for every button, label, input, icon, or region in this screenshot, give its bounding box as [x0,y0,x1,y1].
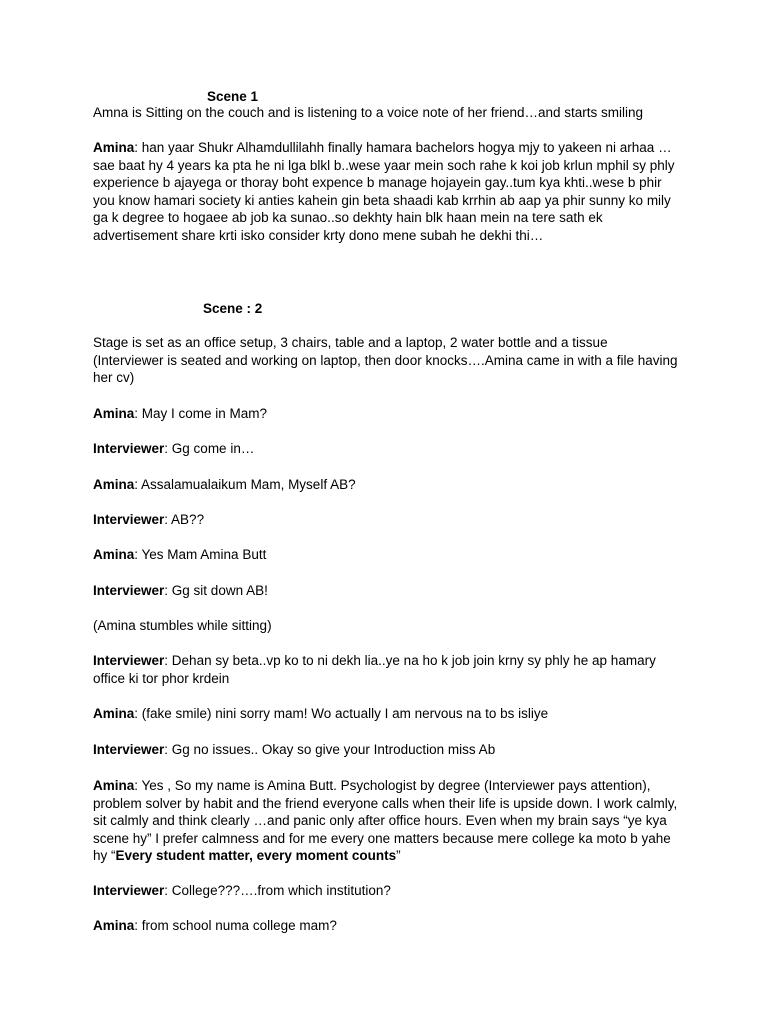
speaker-name: Interviewer [93,441,165,456]
dialogue-text: : (fake smile) nini sorry mam! Wo actually I am nervous na to bs isliye [134,706,549,721]
dialogue-text: : College???….from which institution? [164,883,391,898]
dialogue-paragraph [93,705,678,723]
speaker-name: Amina [93,406,135,421]
dialogue-text: : han yaar Shukr Alhamdullilahh finally hamara bachelors hogya mjy to yakeen ni arhaa …sae baat hy 4 years ka pta he ni lga blkl b..wese yaar mein soch rahe k koi job krlun mphil sy phly experience b ajayega or thoray boht expence b manage hojayein gay..tum kya khti..wese b phir you know hamari society ki anties kahein gin beta shaadi kab krrhin ab aap ya phir sunny ko mily ga k degree to hogaee ab job ka sunao..so dekhty hain blk haan mein na tere sath ek advertisement share krti isko consider krty dono mene subah he dekhi thi… [93,140,675,243]
dialogue-text: : Gg sit down AB! [164,583,268,598]
dialogue-paragraph [93,440,678,458]
speaker-name: Amina [93,706,135,721]
dialogue-text: : Assalamualaikum Mam, Myself AB? [134,477,356,492]
dialogue-paragraph [93,777,678,865]
dialogue-paragraph [93,741,678,759]
dialogue-paragraph [93,511,678,529]
dialogue-paragraph [93,652,678,687]
dialogue-paragraph [93,139,678,245]
dialogue-paragraph [93,476,678,494]
scene-1-heading: Scene 1 [207,89,259,104]
speaker-name: Interviewer [93,742,165,757]
dialogue-text: : Gg come in… [164,441,255,456]
dialogue-paragraph [93,917,678,935]
dialogue-paragraph [93,405,678,423]
speaker-name: Amina [93,140,135,155]
dialogue-text: : from school numa college mam? [134,918,337,933]
speaker-name: Interviewer [93,653,165,668]
dialogue-text: : Yes Mam Amina Butt [134,547,267,562]
dialogue-paragraph [93,882,678,900]
scene-2-description: Stage is set as an office setup, 3 chairs, table and a laptop, 2 water bottle and a tissue (Interviewer is seated and working on laptop, then door knocks….Amina came in with a file having her cv) [93,335,678,386]
speaker-name: Interviewer [93,883,165,898]
speaker-name: Amina [93,547,135,562]
speaker-name: Amina [93,778,135,793]
speaker-name: Interviewer [93,512,165,527]
dialogue-text: : Dehan sy beta..vp ko to ni dekh lia..ye na ho k job join krny sy phly he ap hamary office ki tor phor krdein [93,653,656,686]
speaker-name: Amina [93,477,135,492]
closing-quote: ” [396,848,401,864]
stage-direction-text: (Amina stumbles while sitting) [93,618,272,633]
dialogue-paragraph [93,582,678,600]
scene-1-description: Amna is Sitting on the couch and is listening to a voice note of her friend…and starts smiling [93,105,644,120]
college-motto: Every student matter, every moment counts [115,848,397,864]
stage-direction [93,617,678,635]
dialogue-text: : May I come in Mam? [134,406,268,421]
dialogue-text: : AB?? [164,512,205,527]
dialogue-text: : Yes , So my name is Amina Butt. Psychologist by degree (Interviewer pays attention), problem solver by habit and the friend everyone calls when their life is upside down. I work calmly, sit calmly and think clearly …and panic only after office hours. Even when my brain says “ye kya scene hy” I prefer calmness and for me every one matters because mere college ka moto b yahe hy “ [93,778,678,864]
scene-2-heading: Scene : 2 [203,301,263,316]
speaker-name: Interviewer [93,583,165,598]
dialogue-paragraph [93,546,678,564]
dialogue-text: : Gg no issues.. Okay so give your Introduction miss Ab [164,742,496,757]
speaker-name: Amina [93,918,135,933]
